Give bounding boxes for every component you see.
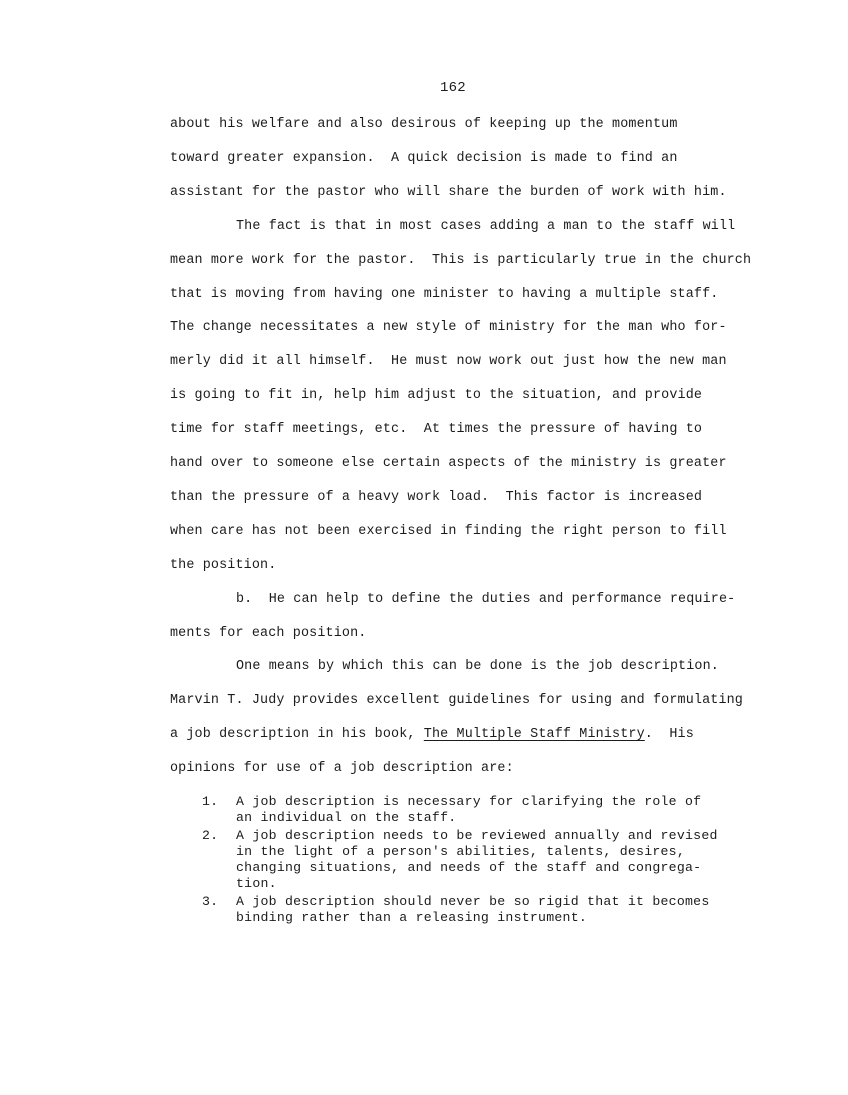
text-line: than the pressure of a heavy work load. This factor is increased <box>170 490 703 505</box>
text-line: when care has not been exercised in finding the right person to fill <box>170 524 727 539</box>
text-line: merly did it all himself. He must now work out just how the new man <box>170 354 727 369</box>
book-title: The Multiple Staff Ministry <box>423 727 645 742</box>
list-number: 1. <box>202 794 219 809</box>
text-line: ments for each position. <box>170 626 367 641</box>
text-line: changing situations, and needs of the staff and congrega- <box>236 860 702 875</box>
text-line: A job description needs to be reviewed annually and revised <box>236 828 718 843</box>
text-line: in the light of a person's abilities, talents, desires, <box>236 844 686 859</box>
text-line: toward greater expansion. A quick decision is made to find an <box>170 151 678 166</box>
text-fragment: a job description in his book, <box>170 727 424 742</box>
text-line: The fact is that in most cases adding a man to the staff will <box>236 219 736 234</box>
text-line: The change necessitates a new style of ministry for the man who for- <box>170 320 727 335</box>
text-line: opinions for use of a job description are: <box>170 761 514 776</box>
text-line: the position. <box>170 558 277 573</box>
text-line: b. He can help to define the duties and performance require- <box>236 592 736 607</box>
text-line: Marvin T. Judy provides excellent guidelines for using and formulating <box>170 693 743 708</box>
text-line: about his welfare and also desirous of keeping up the momentum <box>170 117 678 132</box>
text-line: that is moving from having one minister to having a multiple staff. <box>170 287 719 302</box>
page-number: 162 <box>440 80 466 96</box>
text-line: is going to fit in, help him adjust to the situation, and provide <box>170 388 703 403</box>
text-line: an individual on the staff. <box>236 810 457 825</box>
text-fragment: . His <box>644 727 694 742</box>
text-line: time for staff meetings, etc. At times the pressure of having to <box>170 422 703 437</box>
text-line: assistant for the pastor who will share the burden of work with him. <box>170 185 727 200</box>
text-line: binding rather than a releasing instrument. <box>236 910 588 925</box>
text-line: One means by which this can be done is the job description. <box>236 659 719 674</box>
text-line: A job description should never be so rigid that it becomes <box>236 894 710 909</box>
text-line: A job description is necessary for clarifying the role of <box>236 794 702 809</box>
text-line <box>170 727 694 743</box>
text-line: tion. <box>236 876 277 891</box>
list-number: 3. <box>202 894 219 909</box>
list-number: 2. <box>202 828 219 843</box>
text-line: mean more work for the pastor. This is particularly true in the church <box>170 253 752 268</box>
text-line: hand over to someone else certain aspects of the ministry is greater <box>170 456 727 471</box>
